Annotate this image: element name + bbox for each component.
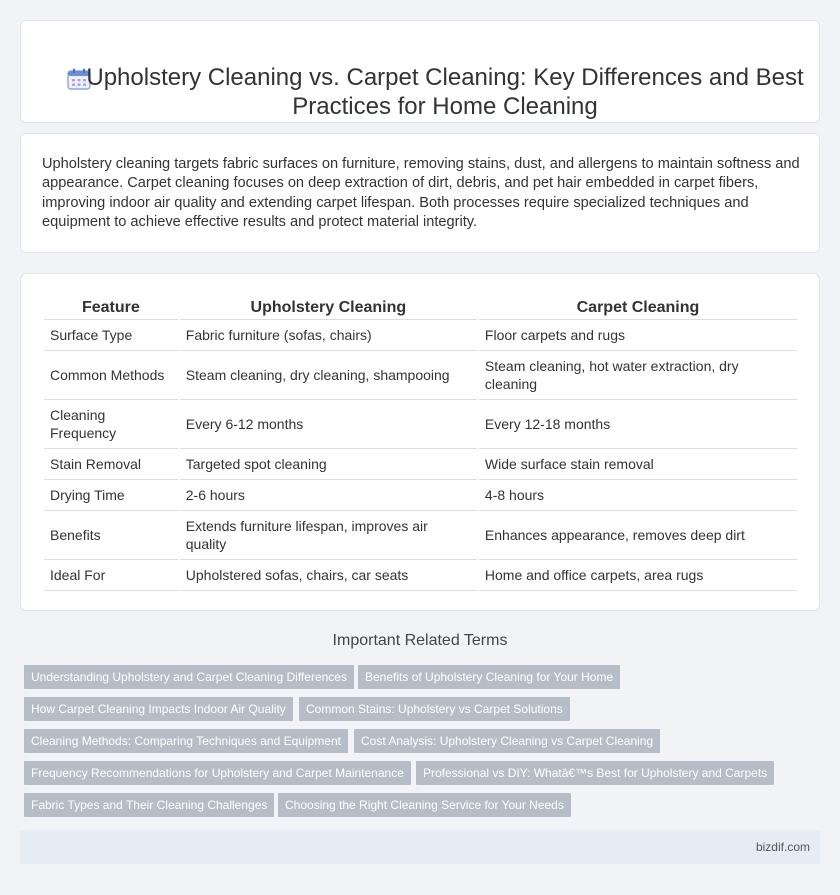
comparison-table xyxy=(42,296,799,591)
cell-feature: Cleaning Frequency xyxy=(44,400,178,449)
related-term-tag[interactable]: Benefits of Upholstery Cleaning for Your Home xyxy=(358,665,620,689)
cell-carpet: Enhances appearance, removes deep dirt xyxy=(479,511,797,560)
table-header-row xyxy=(44,296,797,320)
table-row xyxy=(44,480,797,511)
cell-carpet: 4-8 hours xyxy=(479,480,797,511)
cell-upholstery: Steam cleaning, dry cleaning, shampooing xyxy=(180,351,477,400)
cell-carpet: Floor carpets and rugs xyxy=(479,320,797,351)
cell-feature: Drying Time xyxy=(44,480,178,511)
related-term-tag[interactable]: Professional vs DIY: Whatâ€™s Best for Upholstery and Carpets xyxy=(416,761,774,785)
comparison-card xyxy=(20,273,820,611)
cell-carpet: Steam cleaning, hot water extraction, dry cleaning xyxy=(479,351,797,400)
table-row xyxy=(44,400,797,449)
related-term-tag[interactable]: Cost Analysis: Upholstery Cleaning vs Carpet Cleaning xyxy=(354,729,660,753)
footer xyxy=(20,830,820,864)
cell-feature: Common Methods xyxy=(44,351,178,400)
related-term-tag[interactable]: How Carpet Cleaning Impacts Indoor Air Quality xyxy=(24,697,293,721)
related-term-tag[interactable]: Understanding Upholstery and Carpet Cleaning Differences xyxy=(24,665,354,689)
table-row xyxy=(44,560,797,591)
table-row xyxy=(44,320,797,351)
cell-carpet: Every 12-18 months xyxy=(479,400,797,449)
page-title: Upholstery Cleaning vs. Carpet Cleaning: Key Differences and Best Practices for Home Cleaning xyxy=(86,64,804,120)
related-term-tag[interactable]: Fabric Types and Their Cleaning Challenges xyxy=(24,793,274,817)
table-row xyxy=(44,511,797,560)
header-feature: Feature xyxy=(44,296,178,320)
intro-paragraph: Upholstery cleaning targets fabric surfaces on furniture, removing stains, dust, and allergens to maintain softness and appearance. Carpet cleaning focuses on deep extraction of dirt, debris, and pet hair embedded in carpet fibers, improving indoor air quality and extending carpet lifespan. Both processes require specialized techniques and equipment to achieve effective results and protect material integrity. xyxy=(42,156,800,231)
cell-feature: Benefits xyxy=(44,511,178,560)
table-row xyxy=(44,351,797,400)
header-upholstery: Upholstery Cleaning xyxy=(180,296,477,320)
header-carpet: Carpet Cleaning xyxy=(479,296,797,320)
cell-upholstery: Every 6-12 months xyxy=(180,400,477,449)
cell-feature: Ideal For xyxy=(44,560,178,591)
intro-card xyxy=(20,133,820,253)
cell-feature: Surface Type xyxy=(44,320,178,351)
cell-upholstery: Upholstered sofas, chairs, car seats xyxy=(180,560,477,591)
cell-upholstery: 2-6 hours xyxy=(180,480,477,511)
cell-upholstery: Fabric furniture (sofas, chairs) xyxy=(180,320,477,351)
related-term-tag[interactable]: Choosing the Right Cleaning Service for Your Needs xyxy=(278,793,571,817)
cell-upholstery: Targeted spot cleaning xyxy=(180,449,477,480)
related-term-tag[interactable]: Frequency Recommendations for Upholstery and Carpet Maintenance xyxy=(24,761,411,785)
cell-upholstery: Extends furniture lifespan, improves air quality xyxy=(180,511,477,560)
table-row xyxy=(44,449,797,480)
related-term-tag[interactable]: Cleaning Methods: Comparing Techniques and Equipment xyxy=(24,729,348,753)
cell-carpet: Wide surface stain removal xyxy=(479,449,797,480)
title-card xyxy=(20,20,820,123)
related-term-tag[interactable]: Common Stains: Upholstery vs Carpet Solutions xyxy=(299,697,570,721)
cell-carpet: Home and office carpets, area rugs xyxy=(479,560,797,591)
related-terms-heading: Important Related Terms xyxy=(332,632,508,649)
cell-feature: Stain Removal xyxy=(44,449,178,480)
footer-site-link[interactable]: bizdif.com xyxy=(755,840,810,854)
